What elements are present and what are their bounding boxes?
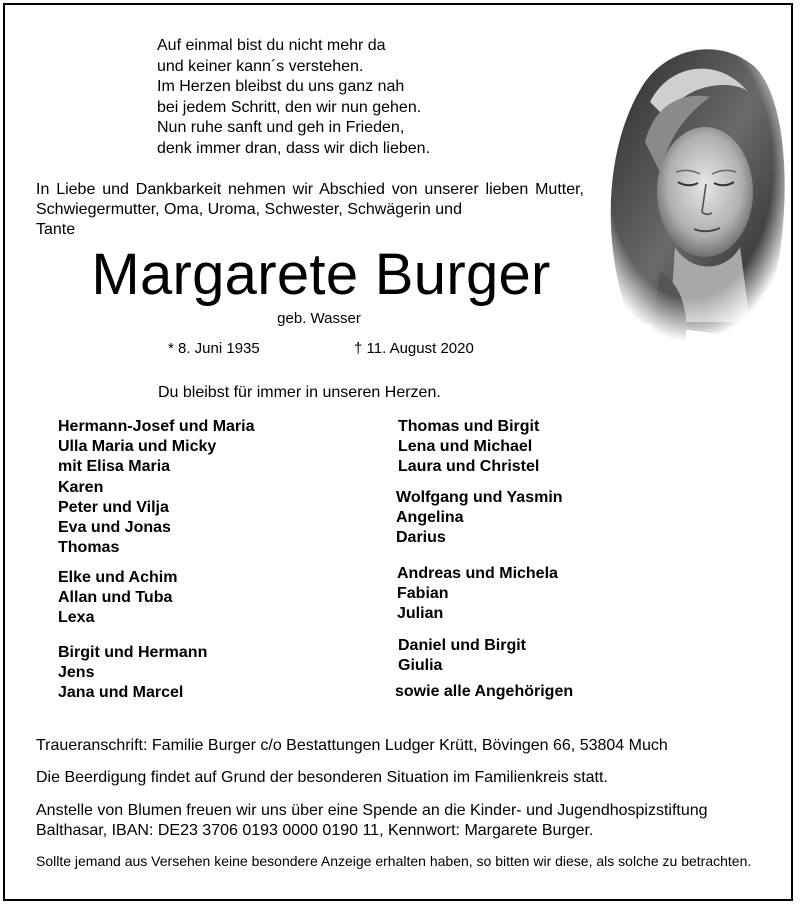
family-group [58, 417, 254, 558]
family-name: Wolfgang und Yasmin [396, 489, 563, 506]
deceased-name: Margarete Burger [91, 242, 551, 307]
family-group [58, 568, 177, 629]
family-name: Laura und Christel [398, 458, 540, 476]
family-name: Allan und Tuba [58, 589, 173, 607]
family-name: Thomas [58, 539, 120, 557]
family-name: Daniel und Birgit [398, 637, 526, 654]
family-name: Birgit und Hermann [58, 644, 208, 661]
donation-line: Anstelle von Blumen freuen wir uns über eine Spende an die Kinder- und Jugendhospizstiftung [36, 802, 708, 819]
family-group [396, 488, 563, 549]
family-group [398, 417, 539, 478]
family-name: Ulla Maria und Micky [58, 438, 217, 456]
family-group [397, 564, 558, 625]
intro-text [36, 180, 584, 240]
poem [157, 36, 430, 159]
death-date: † 11. August 2020 [354, 340, 474, 357]
poem-line: Auf einmal bist du nicht mehr da [157, 37, 386, 54]
funeral-info [36, 768, 766, 788]
family-name: Karen [58, 478, 104, 496]
family-name: Thomas und Birgit [398, 418, 540, 435]
family-name: Giulia [398, 657, 443, 675]
family-name: Lexa [58, 609, 95, 627]
family-group [58, 643, 207, 704]
birth-name: geb. Wasser [277, 310, 361, 327]
family-name: Julian [397, 605, 444, 623]
donation-info [36, 801, 766, 841]
donation-line: Balthasar, IBAN: DE23 3706 0193 0000 0190 11, Kennwort: Margarete Burger. [36, 822, 594, 839]
birth-date: * 8. Juni 1935 [168, 340, 260, 357]
family-name: Eva und Jonas [58, 519, 171, 537]
intro-last-line: Tante [36, 221, 76, 238]
mourning-address [36, 736, 766, 756]
poem-line: bei jedem Schritt, den wir nun gehen. [157, 98, 422, 116]
family-name: Lena und Michael [398, 438, 533, 456]
poem-line: Im Herzen bleibst du uns ganz nah [157, 78, 405, 95]
family-name: Angelina [396, 509, 464, 527]
poem-line: und keiner kann´s verstehen. [157, 57, 364, 75]
family-group [398, 636, 526, 676]
family-name: Elke und Achim [58, 569, 178, 586]
family-group [395, 682, 573, 702]
poem-line: Nun ruhe sanft und geh in Frieden, [157, 119, 405, 136]
address-text: Traueranschrift: Familie Burger c/o Bestattungen Ludger Krütt, Bövingen 66, 53804 Much [36, 737, 668, 754]
family-name: sowie alle Angehörigen [395, 683, 574, 700]
motto: Du bleibst für immer in unseren Herzen. [158, 384, 441, 401]
family-name: Hermann-Josef und Maria [58, 418, 255, 435]
funeral-text: Die Beerdigung findet auf Grund der besonderen Situation im Familienkreis statt. [36, 769, 608, 786]
family-name: Peter und Vilja [58, 498, 169, 516]
family-name: mit Elisa Maria [58, 458, 171, 476]
family-name: Andreas und Michela [397, 565, 558, 582]
family-name: Fabian [397, 585, 449, 603]
notice-text: Sollte jemand aus Versehen keine besondere Anzeige erhalten haben, so bitten wir diese, als solche zu betrachten. [36, 853, 752, 869]
intro-paragraph: In Liebe und Dankbarkeit nehmen wir Abschied von unserer lieben Mutter, Schwiegermutter, Oma, Uroma, Schwester, Schwägerin und [36, 181, 584, 218]
family-name: Darius [396, 529, 446, 547]
family-name: Jens [58, 664, 95, 682]
poem-line: denk immer dran, dass wir dich lieben. [157, 139, 431, 157]
family-name: Jana und Marcel [58, 684, 184, 702]
